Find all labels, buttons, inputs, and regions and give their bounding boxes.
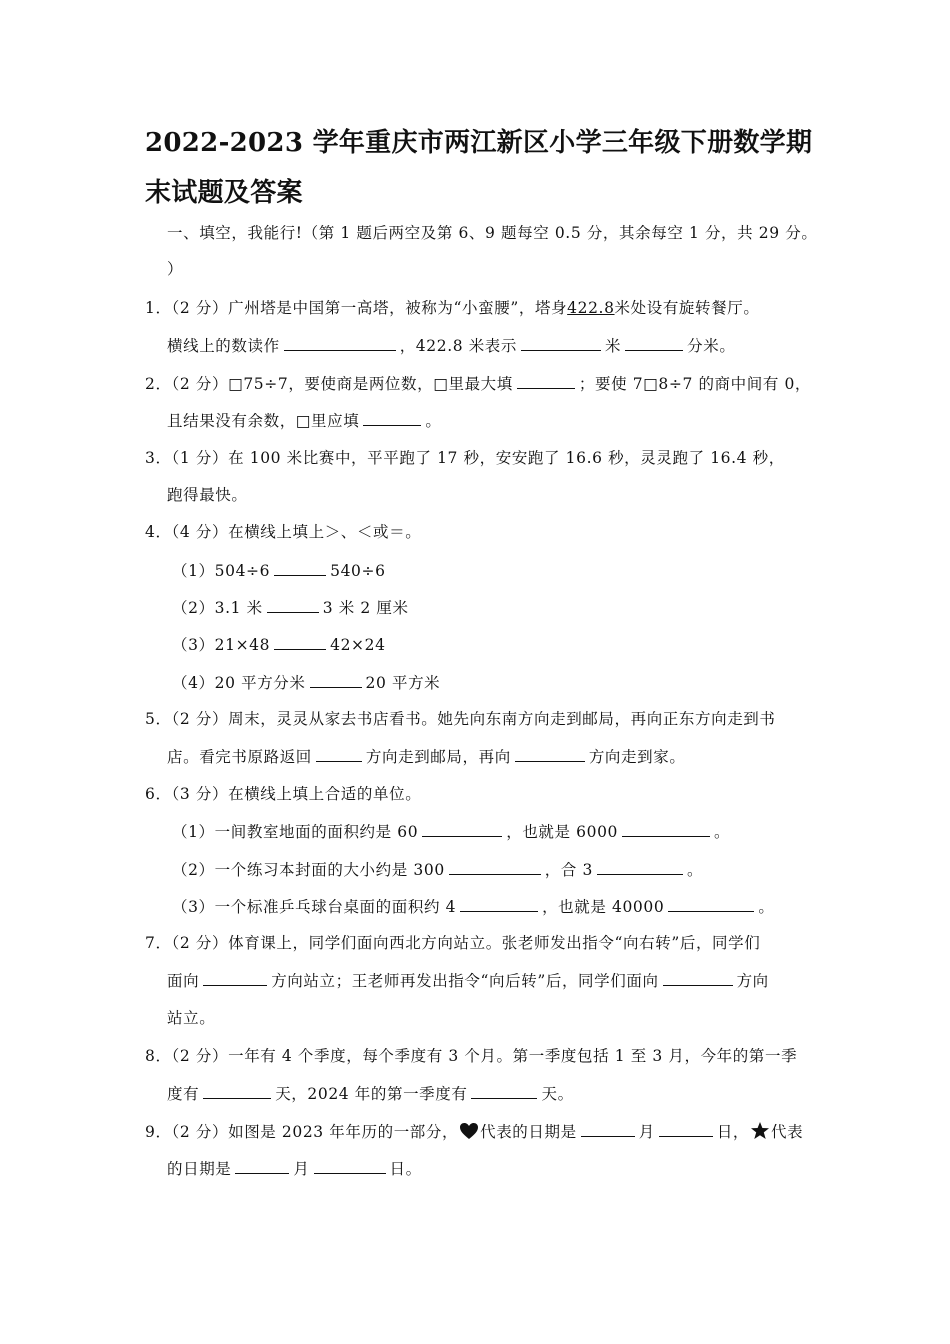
answer-blank[interactable] (267, 596, 319, 613)
answer-blank[interactable] (597, 858, 683, 875)
answer-blank[interactable] (274, 633, 326, 650)
question-2-cont: 且结果没有余数，□里应填 。 (167, 409, 441, 432)
question-7: 7．（2 分）体育课上，同学们面向西北方向站立。张老师发出指令“向右转”后，同学们 (145, 934, 761, 952)
question-7-cont: 面向 方向站立；王老师再发出指令“向后转”后，同学们面向 方向 (167, 969, 769, 992)
answer-blank[interactable] (517, 372, 575, 389)
question-1-cont: 横线上的数读作 ，422.8 米表示 米 分米。 (167, 334, 735, 357)
question-4: 4．（4 分）在横线上填上＞、＜或＝。 (145, 523, 422, 541)
star-icon (750, 1121, 770, 1146)
answer-blank[interactable] (203, 969, 267, 986)
question-4-4: （4）20 平方分米 20 平方米 (172, 671, 440, 694)
question-6: 6．（3 分）在横线上填上合适的单位。 (145, 785, 422, 803)
answer-blank[interactable] (316, 745, 362, 762)
question-4-2: （2）3.1 米 3 米 2 厘米 (172, 596, 409, 619)
section-heading: 一、填空，我能行!（第 1 题后两空及第 6、9 题每空 0.5 分，其余每空 1 分，共 29 分。 (167, 224, 818, 242)
question-9: 9．（2 分）如图是 2023 年年历的一部分， 代表的日期是 月 日， 代表 (145, 1120, 803, 1146)
question-7-end: 站立。 (167, 1009, 216, 1027)
question-9-cont: 的日期是 月 日。 (167, 1157, 422, 1180)
answer-blank[interactable] (422, 820, 502, 837)
answer-blank[interactable] (668, 895, 754, 912)
question-1: 1．（2 分）广州塔是中国第一高塔，被称为“小蛮腰”，塔身422.8米处设有旋转餐厅。 (145, 299, 760, 317)
heart-icon (459, 1122, 479, 1146)
answer-blank[interactable] (471, 1082, 537, 1099)
answer-blank[interactable] (284, 334, 396, 351)
answer-blank[interactable] (663, 969, 733, 986)
question-2: 2．（2 分）□75÷7，要使商是两位数，□里最大填 ；要使 7□8÷7 的商中间有 0， (145, 372, 811, 395)
answer-blank[interactable] (203, 1082, 271, 1099)
answer-blank[interactable] (625, 334, 683, 351)
answer-blank[interactable] (460, 895, 538, 912)
answer-blank[interactable] (310, 671, 362, 688)
question-4-1: （1）504÷6 540÷6 (172, 559, 386, 582)
exam-title: 2022-2023 学年重庆市两江新区小学三年级下册数学期末试题及答案 (145, 128, 813, 208)
answer-blank[interactable] (515, 745, 585, 762)
question-6-2: （2）一个练习本封面的大小约是 300 ，合 3 。 (172, 858, 703, 881)
question-8: 8．（2 分）一年有 4 个季度，每个季度有 3 个月。第一季度包括 1 至 3 月，今年的第一季 (145, 1047, 798, 1065)
answer-blank[interactable] (659, 1120, 713, 1137)
answer-blank[interactable] (449, 858, 541, 875)
question-8-cont: 度有 天，2024 年的第一季度有 天。 (167, 1082, 574, 1105)
answer-blank[interactable] (622, 820, 710, 837)
answer-blank[interactable] (235, 1157, 289, 1174)
question-6-1: （1）一间教室地面的面积约是 60 ，也就是 6000 。 (172, 820, 730, 843)
answer-blank[interactable] (314, 1157, 386, 1174)
answer-blank[interactable] (521, 334, 601, 351)
answer-blank[interactable] (274, 559, 326, 576)
question-5-cont: 店。看完书原路返回 方向走到邮局，再向 方向走到家。 (167, 745, 685, 768)
answer-blank[interactable] (581, 1120, 635, 1137)
section-heading-cont: ） (167, 260, 184, 278)
question-6-3: （3）一个标准乒乓球台桌面的面积约 4 ，也就是 40000 。 (172, 895, 774, 918)
answer-blank[interactable] (363, 409, 421, 426)
question-4-3: （3）21×48 42×24 (172, 633, 386, 656)
question-5: 5．（2 分）周末，灵灵从家去书店看书。她先向东南方向走到邮局，再向正东方向走到书 (145, 710, 776, 728)
question-3-cont: 跑得最快。 (167, 486, 248, 504)
question-3: 3．（1 分）在 100 米比赛中，平平跑了 17 秒，安安跑了 16.6 秒，灵灵跑了 16.4 秒， (145, 449, 785, 467)
